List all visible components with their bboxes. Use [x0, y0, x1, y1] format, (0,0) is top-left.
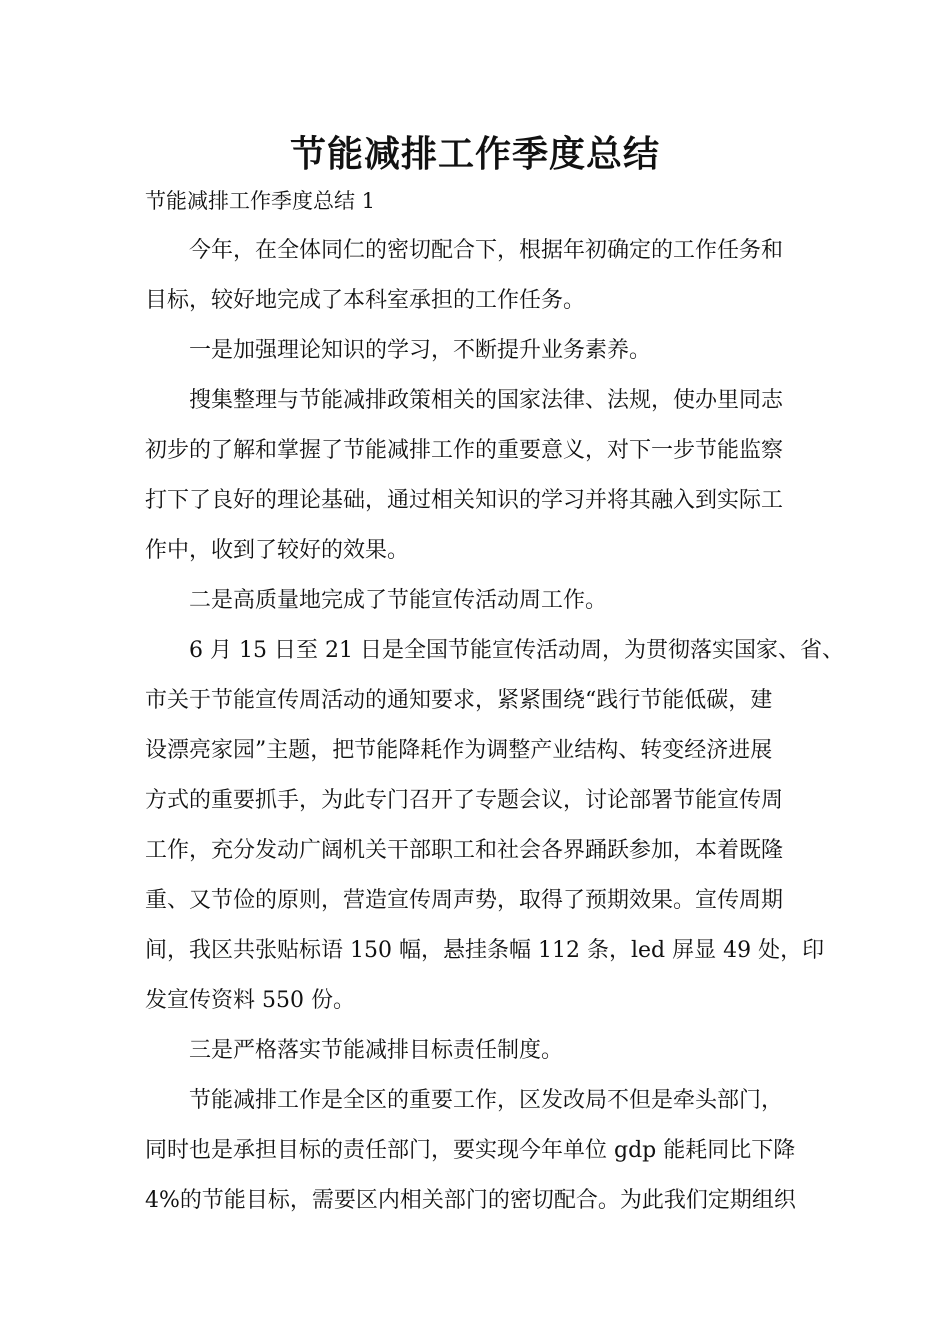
paragraph-line: 发宣传资料 550 份。 [145, 988, 355, 1013]
document-title: 节能减排工作季度总结 [289, 133, 660, 175]
paragraph-line: 一是加强理论知识的学习，不断提升业务素养。 [189, 338, 652, 363]
paragraph-line: 设漂亮家园”主题，把节能降耗作为调整产业结构、转变经济进展 [145, 738, 773, 763]
paragraph-line: 初步的了解和掌握了节能减排工作的重要意义，对下一步节能监察 [145, 438, 784, 463]
paragraph-line: 目标，较好地完成了本科室承担的工作任务。 [145, 288, 586, 313]
paragraph-line: 今年，在全体同仁的密切配合下，根据年初确定的工作任务和 [189, 238, 784, 263]
paragraph-line: 搜集整理与节能减排政策相关的国家法律、法规，使办里同志 [189, 388, 784, 413]
paragraph-line: 同时也是承担目标的责任部门，要实现今年单位 gdp 能耗同比下降 [145, 1138, 796, 1163]
paragraph-line: 打下了良好的理论基础，通过相关知识的学习并将其融入到实际工 [145, 488, 784, 513]
paragraph-line: 三是严格落实节能减排目标责任制度。 [189, 1038, 564, 1063]
paragraph-line: 市关于节能宣传周活动的通知要求，紧紧围绕“践行节能低碳，建 [145, 688, 773, 713]
paragraph-line: 工作，充分发动广阔机关干部职工和社会各界踊跃参加，本着既隆 [145, 838, 784, 863]
paragraph-line: 重、又节俭的原则，营造宣传周声势，取得了预期效果。宣传周期 [145, 888, 784, 913]
paragraph-line: 6 月 15 日至 21 日是全国节能宣传活动周，为贯彻落实国家、省、 [189, 638, 844, 663]
paragraph-line: 节能减排工作是全区的重要工作，区发改局不但是牵头部门， [189, 1088, 784, 1113]
paragraph-line: 间，我区共张贴标语 150 幅，悬挂条幅 112 条，led 屏显 49 处，印 [145, 938, 825, 963]
paragraph-line: 作中，收到了较好的效果。 [145, 538, 410, 563]
paragraph-line: 4%的节能目标，需要区内相关部门的密切配合。为此我们定期组织 [145, 1188, 796, 1213]
paragraph-line: 方式的重要抓手，为此专门召开了专题会议，讨论部署节能宣传周 [145, 788, 784, 813]
paragraph-line: 二是高质量地完成了节能宣传活动周工作。 [189, 588, 608, 613]
document-subtitle: 节能减排工作季度总结 1 [145, 189, 376, 213]
